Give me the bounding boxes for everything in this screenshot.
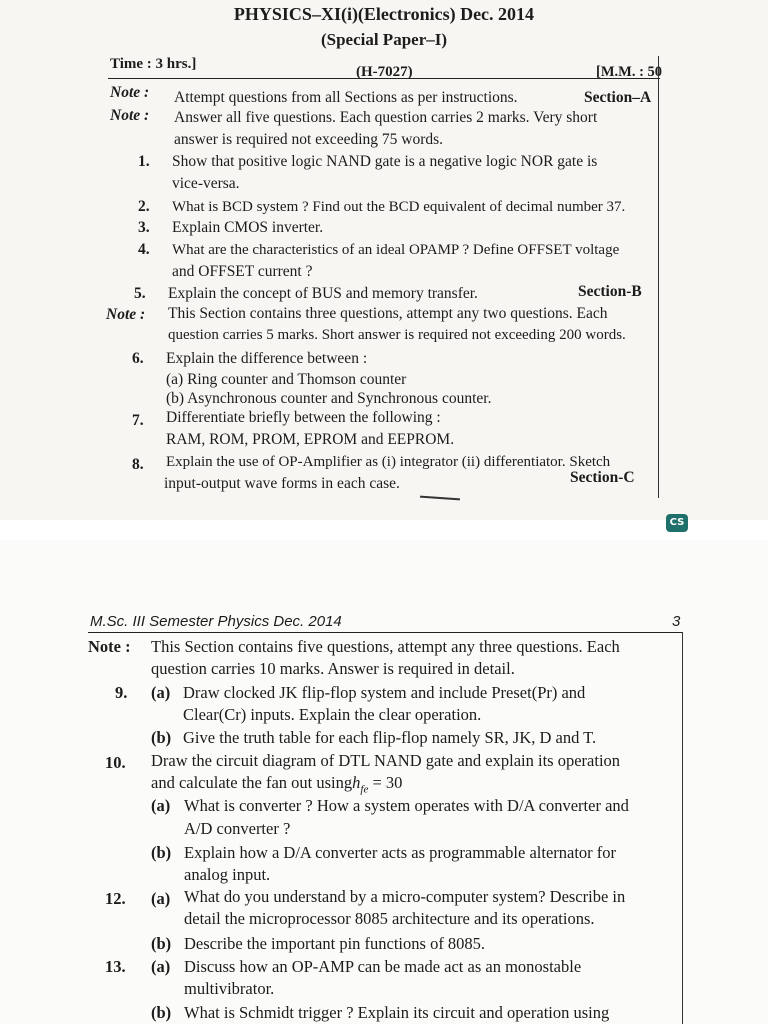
q12-a-line2: detail the microprocessor 8085 architecture and its operations. xyxy=(184,909,595,928)
q10-value: = 30 xyxy=(368,773,403,792)
max-marks: [M.M. : 50 xyxy=(596,64,663,80)
q10-number: 10. xyxy=(105,753,126,772)
scan-cut-line xyxy=(420,496,460,501)
note2-label: Note : xyxy=(110,107,150,124)
q4-number: 4. xyxy=(138,241,150,258)
q9-a-line2: Clear(Cr) inputs. Explain the clear operation. xyxy=(183,705,482,724)
paper-subtitle: (Special Paper–I) xyxy=(320,30,448,49)
q13-b-text: What is Schmidt trigger ? Explain its circuit and operation using xyxy=(184,1003,610,1022)
section-b-heading: Section-B xyxy=(578,283,642,300)
note-line2: question carries 10 marks. Answer is required in detail. xyxy=(151,659,515,678)
running-header: M.Sc. III Semester Physics Dec. 2014 xyxy=(90,613,342,630)
q12-a-label: (a) xyxy=(151,889,171,908)
header-rule xyxy=(108,78,660,79)
q11-a-line1: What is converter ? How a system operates with D/A converter and xyxy=(184,796,629,815)
q10-h-symbol: h xyxy=(352,773,361,792)
q2-number: 2. xyxy=(138,198,150,215)
q7-line2: RAM, ROM, PROM, EPROM and EEPROM. xyxy=(166,431,455,448)
q3-text: Explain CMOS inverter. xyxy=(172,219,324,236)
q13-a-line1: Discuss how an OP-AMP can be made act as an monostable xyxy=(184,957,582,976)
q11-a-line2: A/D converter ? xyxy=(184,819,291,838)
q5-text: Explain the concept of BUS and memory transfer. xyxy=(168,285,478,302)
note3-line1: This Section contains three questions, attempt any two questions. Each xyxy=(168,305,608,322)
q12-number: 12. xyxy=(105,889,126,908)
q6-number: 6. xyxy=(132,350,144,367)
paper-code: (H-7027) xyxy=(356,64,413,80)
q9-a-line1: Draw clocked JK flip-flop system and include Preset(Pr) and xyxy=(183,683,586,702)
q7-number: 7. xyxy=(132,412,144,429)
page2-right-edge xyxy=(682,632,683,1024)
q11-a-label: (a) xyxy=(151,796,171,815)
page1-right-edge xyxy=(658,56,659,498)
camscanner-logo: CS xyxy=(666,514,688,532)
running-header-rule xyxy=(88,632,682,633)
q6-option-a: (a) Ring counter and Thomson counter xyxy=(166,371,407,388)
q12-b-label: (b) xyxy=(151,934,172,953)
q13-number: 13. xyxy=(105,957,126,976)
q11-b-line2: analog input. xyxy=(184,865,271,884)
q3-number: 3. xyxy=(138,219,150,236)
q1-line1: Show that positive logic NAND gate is a negative logic NOR gate is xyxy=(172,153,598,170)
q9-b-label: (b) xyxy=(151,728,172,747)
q1-line2: vice-versa. xyxy=(172,175,240,192)
q7-text: Differentiate briefly between the following : xyxy=(166,409,441,426)
note-label: Note : xyxy=(88,637,131,656)
note3-label: Note : xyxy=(106,306,146,323)
page-number: 3 xyxy=(672,613,681,630)
q2-text: What is BCD system ? Find out the BCD equivalent of decimal number 37. xyxy=(172,199,626,215)
q12-a-line1: What do you understand by a micro-computer system? Describe in xyxy=(184,887,626,906)
q4-line2: and OFFSET current ? xyxy=(172,263,313,280)
q4-line1: What are the characteristics of an ideal OPAMP ? Define OFFSET voltage xyxy=(172,242,620,258)
note-line1: This Section contains five questions, attempt any three questions. Each xyxy=(151,637,620,656)
note3-line2: question carries 5 marks. Short answer is required not exceeding 200 words. xyxy=(168,327,626,343)
q8-number: 8. xyxy=(132,456,144,473)
q13-b-label: (b) xyxy=(151,1003,172,1022)
note2-line2: answer is required not exceeding 75 words. xyxy=(174,131,444,148)
q12-b-text: Describe the important pin functions of 8085. xyxy=(184,934,486,953)
q9-number: 9. xyxy=(115,683,128,702)
q1-number: 1. xyxy=(138,153,150,170)
q11-b-line1: Explain how a D/A converter acts as programmable alternator for xyxy=(184,843,617,862)
q9-a-label: (a) xyxy=(151,683,171,702)
q8-line1: Explain the use of OP-Amplifier as (i) integrator (ii) differentiator. Sketch xyxy=(166,454,611,470)
exam-page-2 xyxy=(0,540,768,1024)
note-text: Attempt questions from all Sections as per instructions. xyxy=(174,89,518,106)
q6-option-b: (b) Asynchronous counter and Synchronous counter. xyxy=(166,390,492,407)
q10-line2-text: and calculate the fan out using xyxy=(151,773,353,792)
q13-a-label: (a) xyxy=(151,957,171,976)
section-c-heading: Section-C xyxy=(570,469,635,486)
q13-a-line2: multivibrator. xyxy=(184,979,275,998)
q8-line2: input-output wave forms in each case. xyxy=(164,475,400,492)
q11-b-label: (b) xyxy=(151,843,172,862)
q9-b-text: Give the truth table for each flip-flop namely SR, JK, D and T. xyxy=(183,728,597,747)
note-label: Note : xyxy=(110,84,150,101)
time-label: Time : 3 hrs.] xyxy=(110,56,197,72)
section-a-heading: Section–A xyxy=(584,89,652,106)
note2-line1: Answer all five questions. Each question carries 2 marks. Very short xyxy=(174,109,598,126)
q10-line1: Draw the circuit diagram of DTL NAND gate and explain its operation xyxy=(151,751,621,770)
q6-text: Explain the difference between : xyxy=(166,350,368,367)
q10-fe-subscript: fe xyxy=(360,783,369,796)
q5-number: 5. xyxy=(134,285,146,302)
paper-title: PHYSICS–XI(i)(Electronics) Dec. 2014 xyxy=(233,4,535,24)
